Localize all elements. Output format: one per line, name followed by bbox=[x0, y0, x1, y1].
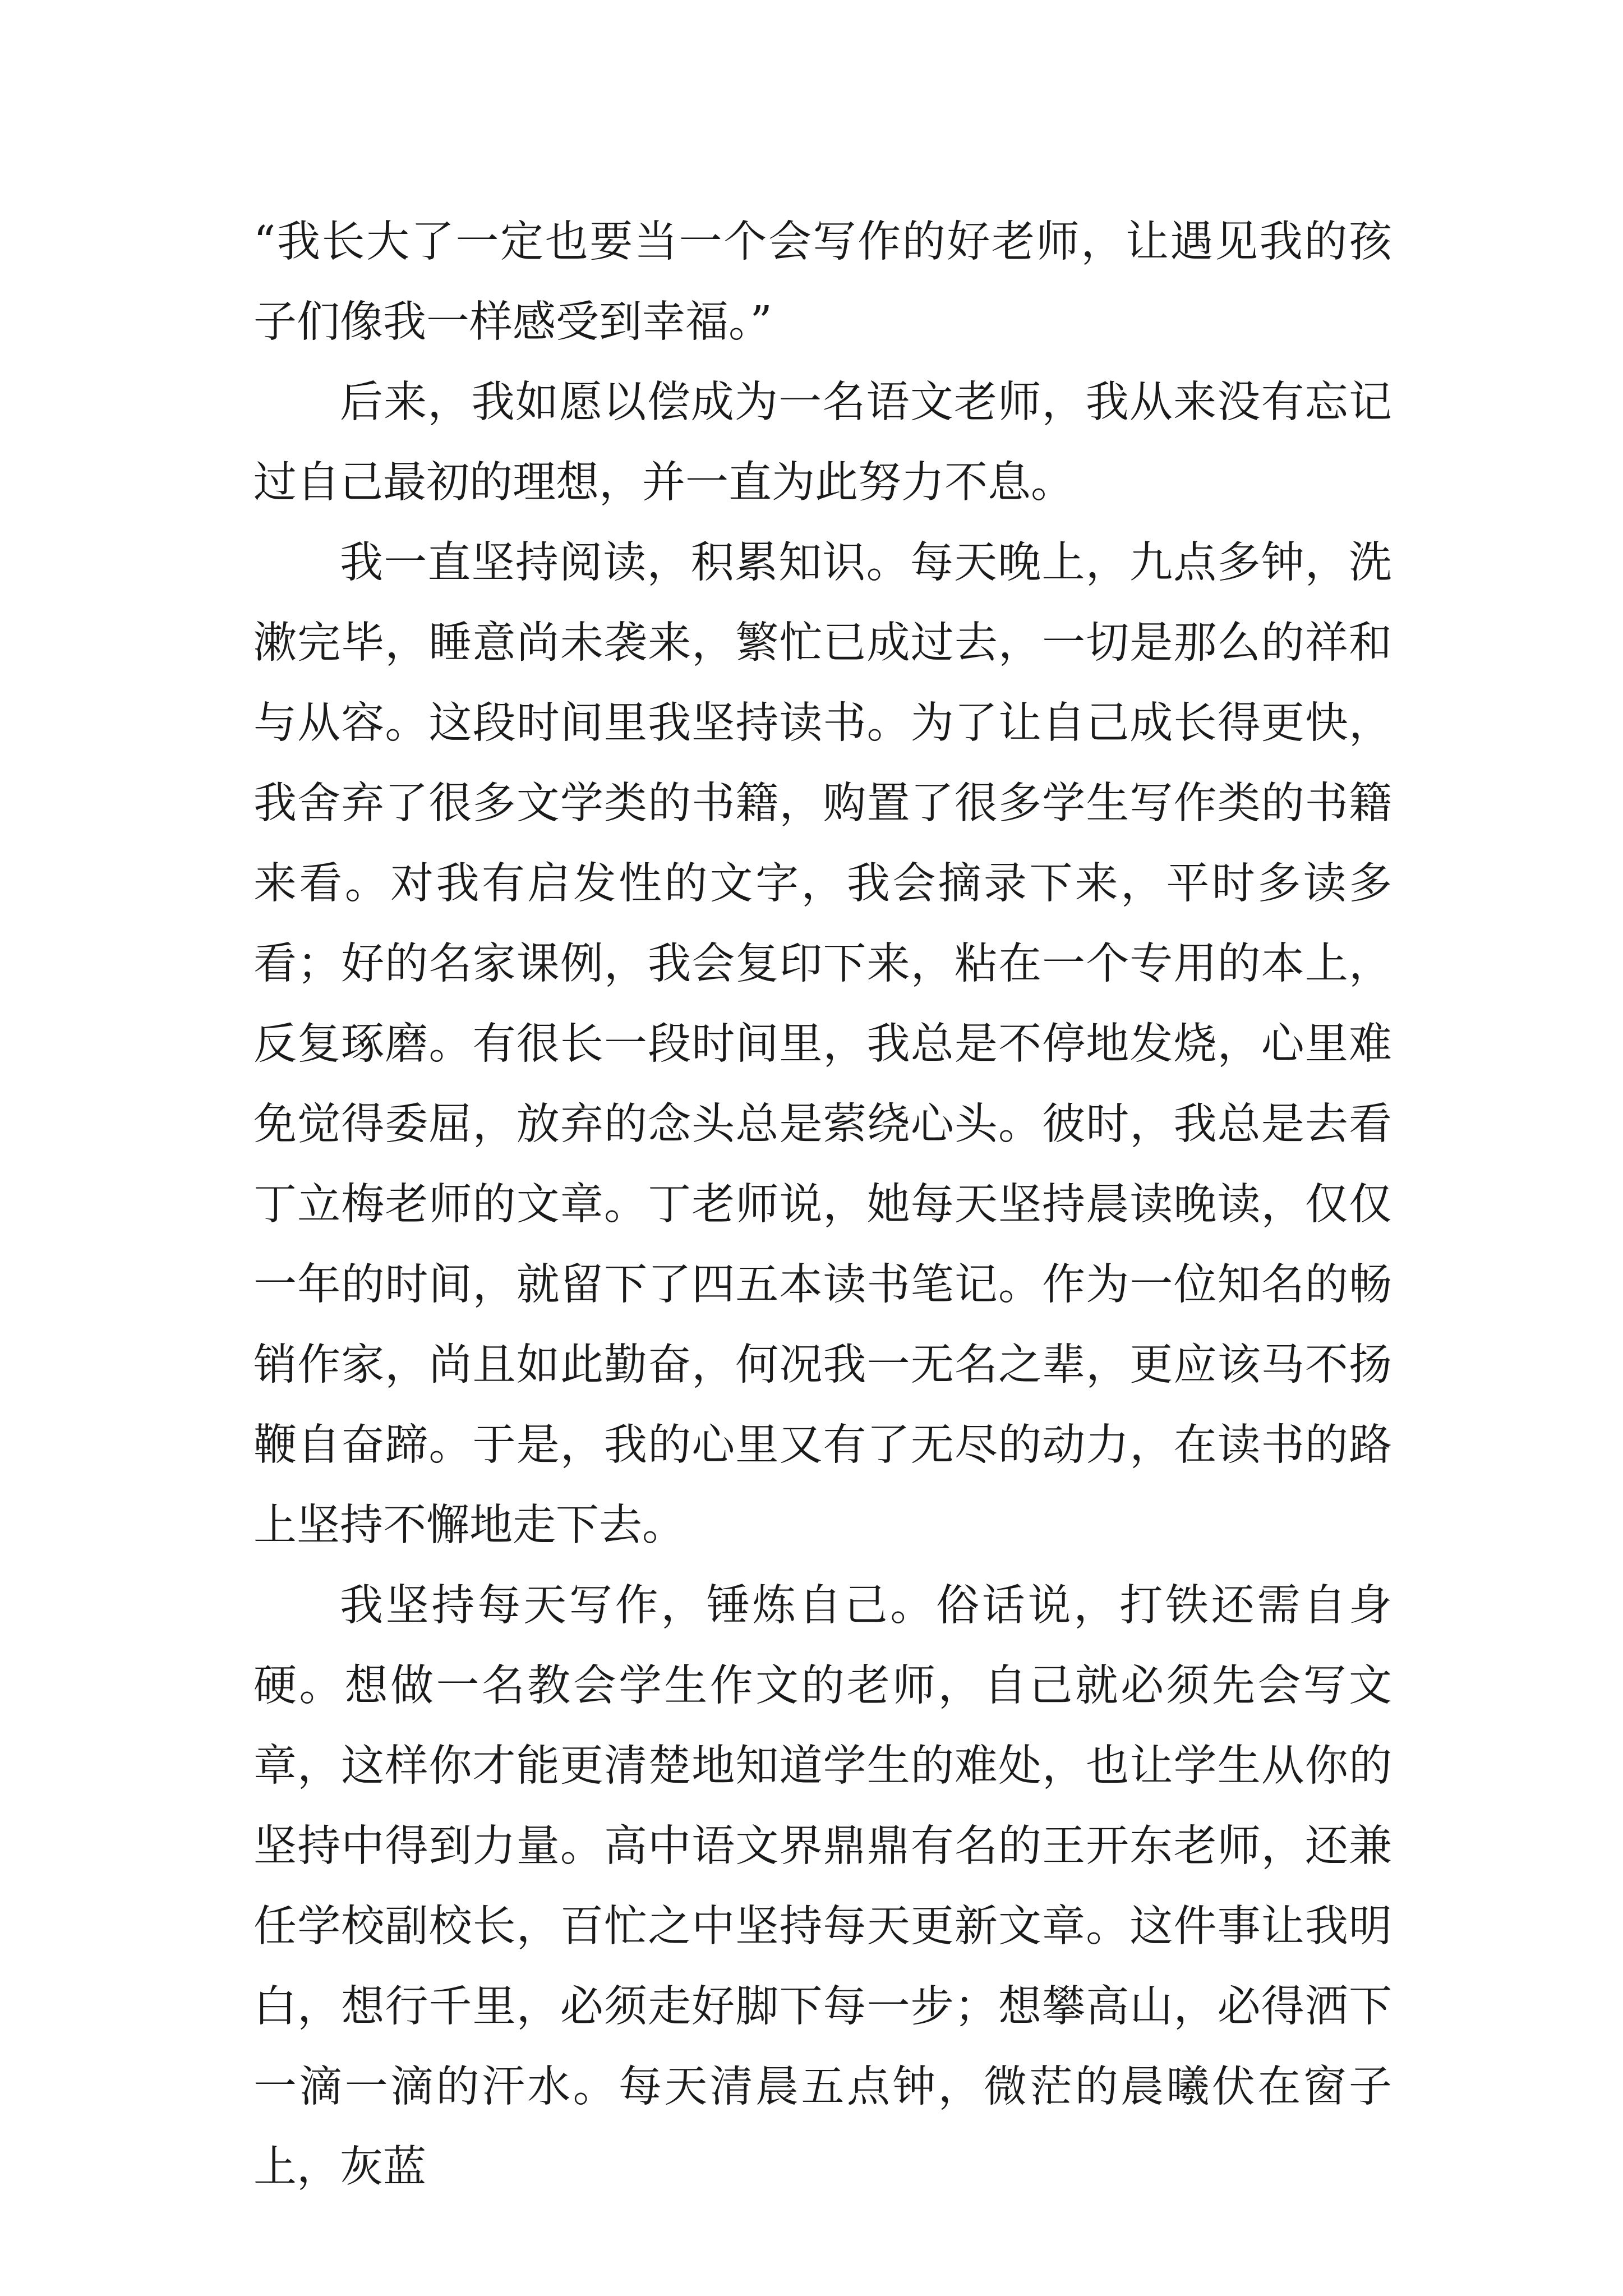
paragraph-3: 我一直坚持阅读，积累知识。每天晚上，九点多钟，洗漱完毕，睡意尚未袭来，繁忙已成过去，一切是那么的祥和与从容。这段时间里我坚持读书。为了让自己成长得更快，我舍弃了很多文学类的书籍，购置了很多学生写作类的书籍来看。对我有启发性的文字，我会摘录下来，平时多读多看；好的名家课例，我会复印下来，粘在一个专用的本上，反复琢磨。有很长一段时间里，我总是不停地发烧，心里难免觉得委屈，放弃的念头总是萦绕心头。彼时，我总是去看丁立梅老师的文章。丁老师说，她每天坚持晨读晚读，仅仅一年的时间，就留下了四五本读书笔记。作为一位知名的畅销作家，尚且如此勤奋，何况我一无名之辈，更应该马不扬鞭自奋蹄。于是，我的心里又有了无尽的动力，在读书的路上坚持不懈地走下去。 bbox=[253, 538, 1392, 1550]
body-text bbox=[253, 202, 1392, 2207]
paragraph-4: 我坚持每天写作，锤炼自己。俗话说，打铁还需自身硬。想做一名教会学生作文的老师，自己就必须先会写文章，这样你才能更清楚地知道学生的难处，也让学生从你的坚持中得到力量。高中语文界鼎鼎有名的王开东老师，还兼任学校副校长，百忙之中坚持每天更新文章。这件事让我明白，想行千里，必须走好脚下每一步；想攀高山，必得洒下一滴一滴的汗水。每天清晨五点钟，微茫的晨曦伏在窗子上，灰蓝 bbox=[253, 1581, 1392, 2192]
paragraph-1: “我长大了一定也要当一个会写作的好老师，让遇见我的孩子们像我一样感受到幸福。” bbox=[253, 217, 1392, 347]
paragraph-2: 后来，我如愿以偿成为一名语文老师，我从来没有忘记过自己最初的理想，并一直为此努力不息。 bbox=[253, 378, 1392, 508]
